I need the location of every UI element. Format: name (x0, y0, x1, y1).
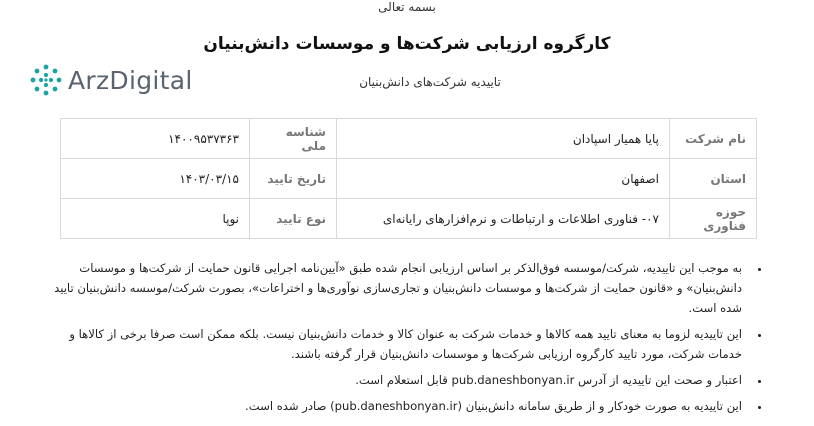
company-name-value: پایا همیار اسپادان (337, 119, 670, 159)
arzdigital-dots-logo-icon (30, 64, 62, 96)
approval-date-label: تاریخ تایید (250, 159, 337, 199)
national-id-label: شناسه ملی (250, 119, 337, 159)
logo-wordmark: ArzDigital (68, 65, 193, 95)
national-id-value: ۱۴۰۰۹۵۳۷۳۶۳ (61, 119, 250, 159)
table-row (61, 119, 757, 159)
company-info-table (60, 118, 757, 239)
technology-field-value: ۰۷- فناوری اطلاعات و ارتباطات و نرم‌افزارهای رایانه‌ای (337, 199, 670, 239)
approval-type-value: نوپا (61, 199, 250, 239)
province-value: اصفهان (337, 159, 670, 199)
table-row (61, 199, 757, 239)
list-item: • این تاییدیه به صورت خودکار و از طریق سامانه دانش‌بنیان (pub.daneshbonyan.ir) صادر شده است. (35, 396, 748, 416)
company-name-label: نام شرکت (670, 119, 757, 159)
page-title: کارگروه ارزیابی شرکت‌ها و موسسات دانش‌بنیان (203, 34, 611, 54)
list-item: • به موجب این تاییدیه، شرکت/موسسه فوق‌الذکر بر اساس ارزیابی انجام شده طبق «آیین‌نامه اجرایی قانون حمایت از شرکت‌ها و موسسات دانش‌بنیان» و «قانون حمایت از شرکت‌ها و موسسات دانش‌بنیان و تجاری‌سازی نوآوری‌ها و اختراعات»، بصورت شرکت/موسسه دانش‌بنیان تایید شده است. (35, 258, 748, 318)
basmala-heading: بسمه تعالی (378, 0, 436, 14)
page-subtitle: تاییدیه شرکت‌های دانش‌بنیان (359, 75, 501, 89)
notes-list (35, 258, 770, 422)
technology-field-label: حوزه فناوری (670, 199, 757, 239)
table-row (61, 159, 757, 199)
list-item: • این تاییدیه لزوما به معنای تایید همه کالاها و خدمات شرکت به عنوان کالا و خدمات دانش‌بنیان نیست. بلکه ممکن است صرفا برخی از کالاها و خدمات شرکت، مورد تایید کارگروه ارزیابی شرکت‌ها و موسسات دانش‌بنیان قرار گرفته باشند. (35, 324, 748, 364)
list-item: • اعتبار و صحت این تاییدیه از آدرس pub.daneshbonyan.ir قابل استعلام است. (35, 370, 748, 390)
approval-date-value: ۱۴۰۳/۰۳/۱۵ (61, 159, 250, 199)
arzdigital-logo (30, 63, 193, 97)
approval-type-label: نوع تایید (250, 199, 337, 239)
province-label: استان (670, 159, 757, 199)
